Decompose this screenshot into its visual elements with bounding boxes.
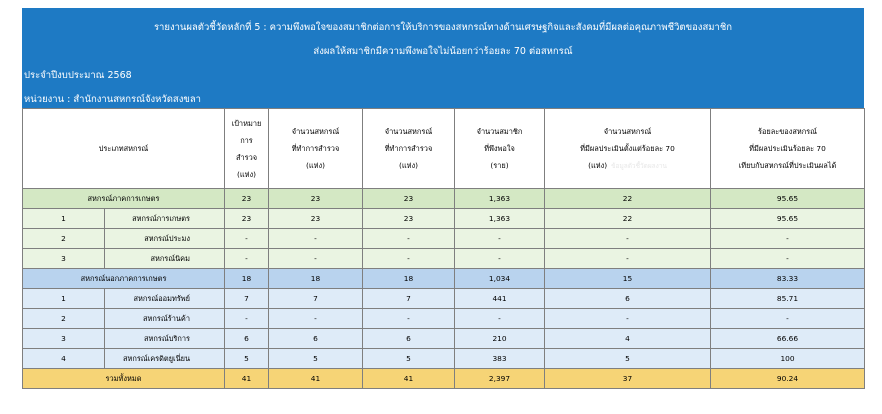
row-name: สหกรณ์การเกษตร: [105, 209, 225, 229]
report-title-line2: ส่งผลให้สมาชิกมีความพึงพอใจไม่น้อยกว่าร้อยละ 70 ต่อสหกรณ์: [313, 46, 573, 57]
row-name: สหกรณ์นอกภาคการเกษตร: [23, 269, 225, 289]
row-number: 2: [23, 309, 105, 329]
row-name: สหกรณ์ประมง: [105, 229, 225, 249]
table-row: [23, 189, 865, 209]
col-header-type: ประเภทสหกรณ์: [23, 109, 225, 189]
col-header-members: จำนวนสมาชิก ที่พึงพอใจ (ราย): [455, 109, 545, 189]
cell-percent: 95.65: [711, 189, 865, 209]
cell-surveyed2: -: [363, 309, 455, 329]
cell-target: 41: [225, 369, 269, 389]
cell-percent: 100: [711, 349, 865, 369]
cell-target: 18: [225, 269, 269, 289]
cell-target: 23: [225, 209, 269, 229]
cell-percent: 95.65: [711, 209, 865, 229]
row-name: สหกรณ์นิคม: [105, 249, 225, 269]
row-number: 1: [23, 209, 105, 229]
cell-passed: 22: [545, 209, 711, 229]
cell-surveyed2: -: [363, 229, 455, 249]
row-number: 1: [23, 289, 105, 309]
agency-unit: หน่วยงาน : สำนักงานสหกรณ์จังหวัดสงขลา: [24, 94, 201, 105]
cell-surveyed2: 7: [363, 289, 455, 309]
cell-surveyed: -: [269, 229, 363, 249]
cell-passed: -: [545, 229, 711, 249]
row-number: 2: [23, 229, 105, 249]
cell-target: 6: [225, 329, 269, 349]
row-name: สหกรณ์ออมทรัพย์: [105, 289, 225, 309]
cell-surveyed2: -: [363, 249, 455, 269]
table-row: [23, 229, 865, 249]
cell-target: -: [225, 309, 269, 329]
cell-members: 383: [455, 349, 545, 369]
cell-passed: -: [545, 249, 711, 269]
cell-surveyed: 41: [269, 369, 363, 389]
cell-members: -: [455, 249, 545, 269]
cell-percent: -: [711, 309, 865, 329]
report-title-line1: รายงานผลตัวชี้วัดหลักที่ 5 : ความพึงพอใจของสมาชิกต่อการให้บริการของสหกรณ์ทางด้านเศรษฐกิจและสังคมที่มีผลต่อคุณภาพชีวิตของสมาชิก: [153, 22, 733, 33]
cell-members: 1,034: [455, 269, 545, 289]
row-number: 4: [23, 349, 105, 369]
cell-surveyed: 7: [269, 289, 363, 309]
cell-passed: 4: [545, 329, 711, 349]
watermark-text: ข้อมูลตัวชี้วัดผลงาน: [611, 161, 667, 170]
cell-surveyed: 6: [269, 329, 363, 349]
cell-surveyed2: 6: [363, 329, 455, 349]
row-number: 3: [23, 249, 105, 269]
cell-target: -: [225, 249, 269, 269]
cell-surveyed: 23: [269, 189, 363, 209]
row-number: 3: [23, 329, 105, 349]
cell-target: 5: [225, 349, 269, 369]
col-header-passed: จำนวนสหกรณ์ ที่มีผลประเมินตั้งแต่ร้อยละ 70 (แห่ง) ข้อมูลตัวชี้วัดผลงาน: [545, 109, 711, 189]
table-row: [23, 289, 865, 309]
col-header-percent: ร้อยละของสหกรณ์ ที่มีผลประเมินร้อยละ 70 เทียบกับสหกรณ์ที่ประเมินผลได้: [711, 109, 865, 189]
cell-surveyed2: 18: [363, 269, 455, 289]
cell-passed: 6: [545, 289, 711, 309]
cell-percent: -: [711, 249, 865, 269]
cell-percent: 90.24: [711, 369, 865, 389]
cell-members: -: [455, 309, 545, 329]
cell-target: 7: [225, 289, 269, 309]
cell-passed: 37: [545, 369, 711, 389]
cell-percent: 85.71: [711, 289, 865, 309]
col-header-surveyed: จำนวนสหกรณ์ ที่ทำการสำรวจ (แห่ง): [269, 109, 363, 189]
row-name: สหกรณ์บริการ: [105, 329, 225, 349]
col-header-target: เป้าหมาย การ สำรวจ (แห่ง): [225, 109, 269, 189]
cell-members: 441: [455, 289, 545, 309]
cell-members: 210: [455, 329, 545, 349]
cell-members: 1,363: [455, 209, 545, 229]
cell-surveyed2: 23: [363, 189, 455, 209]
table-row: [23, 209, 865, 229]
cell-surveyed: -: [269, 249, 363, 269]
cell-surveyed: 18: [269, 269, 363, 289]
row-name: สหกรณ์ภาคการเกษตร: [23, 189, 225, 209]
cell-passed: 22: [545, 189, 711, 209]
cell-members: -: [455, 229, 545, 249]
cell-members: 2,397: [455, 369, 545, 389]
cell-surveyed2: 41: [363, 369, 455, 389]
cell-target: 23: [225, 189, 269, 209]
cell-target: -: [225, 229, 269, 249]
cell-surveyed2: 23: [363, 209, 455, 229]
row-name: สหกรณ์ร้านค้า: [105, 309, 225, 329]
cell-percent: 66.66: [711, 329, 865, 349]
table-row: [23, 369, 865, 389]
table-row: [23, 269, 865, 289]
cell-percent: -: [711, 229, 865, 249]
cell-surveyed2: 5: [363, 349, 455, 369]
table-row: [23, 309, 865, 329]
report-header: [22, 8, 864, 108]
cell-surveyed: -: [269, 309, 363, 329]
table-row: [23, 349, 865, 369]
row-name: สหกรณ์เครดิตยูเนี่ยน: [105, 349, 225, 369]
table-header-row: [23, 109, 865, 189]
cell-passed: -: [545, 309, 711, 329]
cell-members: 1,363: [455, 189, 545, 209]
cell-passed: 5: [545, 349, 711, 369]
table-body: [23, 189, 865, 389]
fiscal-year: ประจำปีงบประมาณ 2568: [24, 70, 132, 81]
results-table: [22, 108, 865, 389]
row-name: รวมทั้งหมด: [23, 369, 225, 389]
col-header-surveyed-2: จำนวนสหกรณ์ ที่ทำการสำรวจ (แห่ง): [363, 109, 455, 189]
cell-surveyed: 5: [269, 349, 363, 369]
table-row: [23, 329, 865, 349]
report-frame: [22, 8, 864, 400]
table-row: [23, 249, 865, 269]
cell-passed: 15: [545, 269, 711, 289]
cell-percent: 83.33: [711, 269, 865, 289]
cell-surveyed: 23: [269, 209, 363, 229]
